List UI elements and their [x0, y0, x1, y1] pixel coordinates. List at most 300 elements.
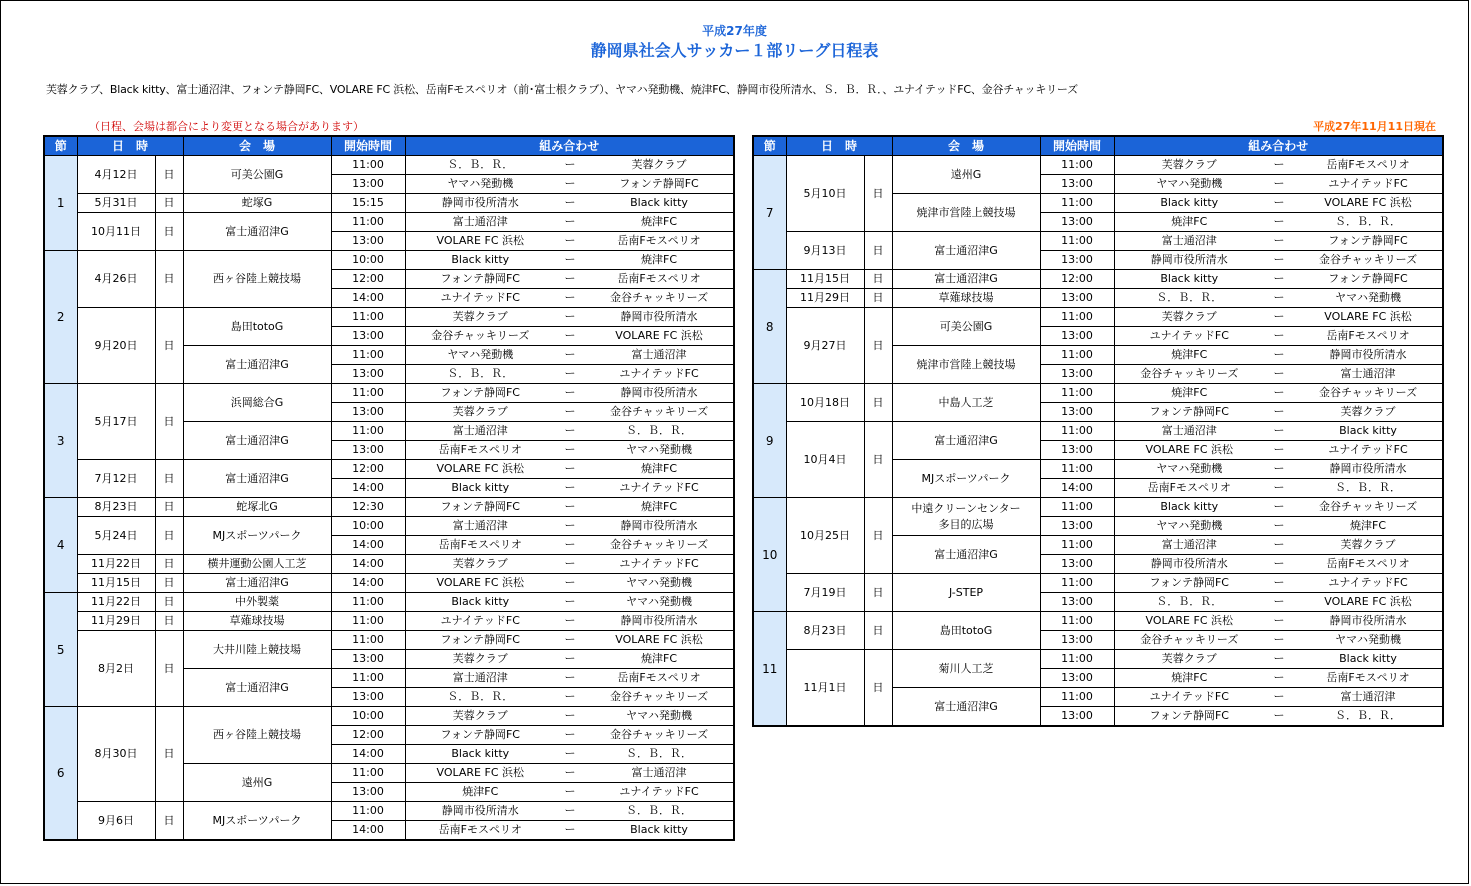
match-date: 11月15日 — [77, 574, 155, 593]
venue-name: 富士通沼津G — [183, 422, 331, 460]
match-row — [753, 289, 1443, 308]
kickoff-time: 14:00 — [331, 574, 405, 593]
home-team: 金谷チャッキリーズ — [1114, 631, 1264, 650]
home-team: Black kitty — [405, 745, 555, 764]
away-team: 金谷チャッキリーズ — [585, 536, 734, 555]
schedule-table-right — [752, 135, 1444, 727]
day-of-week: 日 — [155, 631, 183, 707]
kickoff-time: 13:00 — [331, 175, 405, 194]
home-team: 焼津FC — [1114, 384, 1264, 403]
header-row — [753, 136, 1443, 156]
away-team: ユナイテッドFC — [1294, 574, 1443, 593]
home-team: 富士通沼津 — [1114, 422, 1264, 441]
section-number: 11 — [753, 612, 786, 727]
match-row — [753, 498, 1443, 517]
home-team: 富士通沼津 — [405, 422, 555, 441]
kickoff-time: 13:00 — [331, 327, 405, 346]
versus-dash: ー — [1264, 536, 1294, 555]
match-row — [44, 384, 734, 403]
venue-name: 富士通沼津G — [183, 669, 331, 707]
kickoff-time: 13:00 — [1040, 403, 1114, 422]
away-team: VOLARE FC 浜松 — [1294, 308, 1443, 327]
venue-name: 焼津市営陸上競技場 — [892, 346, 1040, 384]
day-of-week: 日 — [864, 650, 892, 727]
venue-name: 富士通沼津G — [183, 213, 331, 251]
header-date: 日 時 — [786, 136, 892, 156]
away-team: 芙蓉クラブ — [1294, 536, 1443, 555]
home-team: Black kitty — [1114, 194, 1264, 213]
versus-dash: ー — [1264, 232, 1294, 251]
kickoff-time: 10:00 — [331, 251, 405, 270]
kickoff-time: 14:00 — [331, 289, 405, 308]
away-team: 焼津FC — [585, 213, 734, 232]
kickoff-time: 13:00 — [331, 441, 405, 460]
versus-dash: ー — [555, 327, 585, 346]
versus-dash: ー — [555, 384, 585, 403]
versus-dash: ー — [1264, 156, 1294, 175]
match-row — [44, 631, 734, 650]
home-team: フォンテ静岡FC — [1114, 707, 1264, 727]
match-date: 9月20日 — [77, 308, 155, 384]
versus-dash: ー — [555, 821, 585, 841]
day-of-week: 日 — [864, 270, 892, 289]
match-date: 8月23日 — [786, 612, 864, 650]
match-row — [753, 156, 1443, 175]
home-team: 富士通沼津 — [1114, 536, 1264, 555]
venue-name: 大井川陸上競技場 — [183, 631, 331, 669]
match-row — [753, 384, 1443, 403]
home-team: 富士通沼津 — [405, 213, 555, 232]
kickoff-time: 11:00 — [331, 593, 405, 612]
section-number: 2 — [44, 251, 77, 384]
home-team: フォンテ静岡FC — [1114, 574, 1264, 593]
home-team: フォンテ静岡FC — [405, 384, 555, 403]
match-date: 5月24日 — [77, 517, 155, 555]
kickoff-time: 11:00 — [331, 669, 405, 688]
away-team: ヤマハ発動機 — [1294, 631, 1443, 650]
kickoff-time: 14:00 — [331, 536, 405, 555]
kickoff-time: 11:00 — [1040, 688, 1114, 707]
away-team: 岳南Fモスペリオ — [1294, 327, 1443, 346]
venue-name: 遠州G — [892, 156, 1040, 194]
kickoff-time: 14:00 — [1040, 479, 1114, 498]
away-team: Black kitty — [1294, 650, 1443, 669]
away-team: 静岡市役所清水 — [1294, 346, 1443, 365]
kickoff-time: 11:00 — [331, 422, 405, 441]
kickoff-time: 10:00 — [331, 707, 405, 726]
away-team: ユナイテッドFC — [1294, 441, 1443, 460]
versus-dash: ー — [1264, 346, 1294, 365]
versus-dash: ー — [555, 536, 585, 555]
away-team: 静岡市役所清水 — [585, 517, 734, 536]
kickoff-time: 14:00 — [331, 555, 405, 574]
home-team: ヤマハ発動機 — [1114, 175, 1264, 194]
section-number: 9 — [753, 384, 786, 498]
venue-name: 島田totoG — [892, 612, 1040, 650]
versus-dash: ー — [555, 441, 585, 460]
away-team: 静岡市役所清水 — [1294, 612, 1443, 631]
away-team: ユナイテッドFC — [585, 783, 734, 802]
schedule-note: （日程、会場は都合により変更となる場合があります） — [89, 120, 364, 133]
day-of-week: 日 — [864, 498, 892, 574]
away-team: Black kitty — [1294, 422, 1443, 441]
venue-name: 富士通沼津G — [892, 422, 1040, 460]
day-of-week: 日 — [864, 156, 892, 232]
home-team: 芙蓉クラブ — [405, 308, 555, 327]
versus-dash: ー — [555, 308, 585, 327]
away-team: ユナイテッドFC — [585, 479, 734, 498]
day-of-week: 日 — [864, 308, 892, 384]
kickoff-time: 13:00 — [331, 403, 405, 422]
kickoff-time: 13:00 — [1040, 175, 1114, 194]
header-time: 開始時間 — [1040, 136, 1114, 156]
versus-dash: ー — [1264, 517, 1294, 536]
versus-dash: ー — [555, 289, 585, 308]
day-of-week: 日 — [155, 251, 183, 308]
match-row — [753, 612, 1443, 631]
match-date: 4月26日 — [77, 251, 155, 308]
versus-dash: ー — [555, 688, 585, 707]
kickoff-time: 13:00 — [1040, 289, 1114, 308]
away-team: 静岡市役所清水 — [585, 612, 734, 631]
match-row — [44, 707, 734, 726]
kickoff-time: 13:00 — [1040, 441, 1114, 460]
away-team: 岳南Fモスペリオ — [1294, 555, 1443, 574]
section-number: 8 — [753, 270, 786, 384]
kickoff-time: 11:00 — [331, 764, 405, 783]
away-team: 岳南Fモスペリオ — [585, 232, 734, 251]
match-date: 11月29日 — [77, 612, 155, 631]
kickoff-time: 13:00 — [1040, 707, 1114, 727]
header-row — [44, 136, 734, 156]
match-row — [44, 251, 734, 270]
versus-dash: ー — [555, 365, 585, 384]
versus-dash: ー — [1264, 327, 1294, 346]
day-of-week: 日 — [155, 612, 183, 631]
versus-dash: ー — [555, 650, 585, 669]
versus-dash: ー — [555, 422, 585, 441]
kickoff-time: 11:00 — [1040, 650, 1114, 669]
match-date: 8月30日 — [77, 707, 155, 802]
versus-dash: ー — [555, 802, 585, 821]
home-team: ユナイテッドFC — [1114, 688, 1264, 707]
kickoff-time: 11:00 — [331, 631, 405, 650]
home-team: フォンテ静岡FC — [405, 498, 555, 517]
venue-name: 草薙球技場 — [892, 289, 1040, 308]
home-team: Ｓ．Ｂ．Ｒ． — [405, 365, 555, 384]
kickoff-time: 11:00 — [1040, 308, 1114, 327]
day-of-week: 日 — [155, 213, 183, 251]
kickoff-time: 12:30 — [331, 498, 405, 517]
match-row — [753, 308, 1443, 327]
versus-dash: ー — [555, 764, 585, 783]
match-row — [44, 574, 734, 593]
away-team: ヤマハ発動機 — [585, 441, 734, 460]
venue-name: 草薙球技場 — [183, 612, 331, 631]
versus-dash: ー — [555, 175, 585, 194]
kickoff-time: 11:00 — [1040, 574, 1114, 593]
day-of-week: 日 — [155, 384, 183, 460]
season-label: 平成27年度 — [702, 24, 767, 38]
section-number: 10 — [753, 498, 786, 612]
header-venue: 会 場 — [183, 136, 331, 156]
venue-name: 可美公園G — [892, 308, 1040, 346]
versus-dash: ー — [555, 707, 585, 726]
kickoff-time: 13:00 — [1040, 251, 1114, 270]
versus-dash: ー — [1264, 460, 1294, 479]
away-team: 静岡市役所清水 — [585, 308, 734, 327]
schedule-table-left — [43, 135, 735, 841]
match-row — [753, 650, 1443, 669]
away-team: Ｓ．Ｂ．Ｒ． — [1294, 479, 1443, 498]
match-row — [44, 498, 734, 517]
kickoff-time: 15:15 — [331, 194, 405, 213]
home-team: 芙蓉クラブ — [1114, 650, 1264, 669]
home-team: 岳南Fモスペリオ — [405, 441, 555, 460]
versus-dash: ー — [555, 194, 585, 213]
kickoff-time: 14:00 — [331, 821, 405, 841]
section-number: 1 — [44, 156, 77, 251]
away-team: VOLARE FC 浜松 — [585, 631, 734, 650]
match-row — [44, 213, 734, 232]
kickoff-time: 13:00 — [331, 688, 405, 707]
home-team: VOLARE FC 浜松 — [1114, 441, 1264, 460]
home-team: VOLARE FC 浜松 — [405, 574, 555, 593]
match-date: 10月25日 — [786, 498, 864, 574]
kickoff-time: 11:00 — [331, 802, 405, 821]
home-team: 芙蓉クラブ — [405, 403, 555, 422]
home-team: 富士通沼津 — [1114, 232, 1264, 251]
kickoff-time: 13:00 — [331, 365, 405, 384]
home-team: 焼津FC — [405, 783, 555, 802]
away-team: VOLARE FC 浜松 — [585, 327, 734, 346]
match-row — [44, 308, 734, 327]
match-date: 9月6日 — [77, 802, 155, 841]
header-time: 開始時間 — [331, 136, 405, 156]
venue-name: 富士通沼津G — [892, 232, 1040, 270]
away-team: 岳南Fモスペリオ — [1294, 669, 1443, 688]
away-team: ヤマハ発動機 — [585, 574, 734, 593]
away-team: 金谷チャッキリーズ — [1294, 251, 1443, 270]
versus-dash: ー — [555, 574, 585, 593]
match-date: 5月17日 — [77, 384, 155, 460]
versus-dash: ー — [555, 460, 585, 479]
versus-dash: ー — [1264, 251, 1294, 270]
day-of-week: 日 — [155, 802, 183, 841]
versus-dash: ー — [555, 783, 585, 802]
kickoff-time: 11:00 — [1040, 156, 1114, 175]
home-team: VOLARE FC 浜松 — [1114, 612, 1264, 631]
away-team: 静岡市役所清水 — [585, 384, 734, 403]
versus-dash: ー — [555, 555, 585, 574]
match-date: 11月15日 — [786, 270, 864, 289]
day-of-week: 日 — [155, 707, 183, 802]
kickoff-time: 13:00 — [331, 650, 405, 669]
kickoff-time: 11:00 — [331, 384, 405, 403]
home-team: 静岡市役所清水 — [1114, 555, 1264, 574]
away-team: ユナイテッドFC — [585, 365, 734, 384]
home-team: フォンテ静岡FC — [1114, 403, 1264, 422]
header-date: 日 時 — [77, 136, 183, 156]
versus-dash: ー — [1264, 555, 1294, 574]
venue-name: MJスポーツパーク — [183, 517, 331, 555]
home-team: ユナイテッドFC — [1114, 327, 1264, 346]
kickoff-time: 11:00 — [1040, 612, 1114, 631]
versus-dash: ー — [1264, 270, 1294, 289]
venue-name: 焼津市営陸上競技場 — [892, 194, 1040, 232]
kickoff-time: 12:00 — [331, 460, 405, 479]
kickoff-time: 12:00 — [1040, 270, 1114, 289]
home-team: 金谷チャッキリーズ — [1114, 365, 1264, 384]
match-date: 7月12日 — [77, 460, 155, 498]
versus-dash: ー — [1264, 650, 1294, 669]
kickoff-time: 11:00 — [1040, 422, 1114, 441]
match-row — [753, 270, 1443, 289]
home-team: 岳南Fモスペリオ — [405, 536, 555, 555]
versus-dash: ー — [555, 213, 585, 232]
kickoff-time: 10:00 — [331, 517, 405, 536]
venue-name: 富士通沼津G — [892, 688, 1040, 727]
away-team: Ｓ．Ｂ．Ｒ． — [1294, 707, 1443, 727]
versus-dash: ー — [555, 745, 585, 764]
day-of-week: 日 — [155, 498, 183, 517]
home-team: フォンテ静岡FC — [405, 631, 555, 650]
away-team: 芙蓉クラブ — [1294, 403, 1443, 422]
versus-dash: ー — [1264, 289, 1294, 308]
home-team: 富士通沼津 — [405, 669, 555, 688]
away-team: Ｓ．Ｂ．Ｒ． — [585, 745, 734, 764]
venue-name-line1: 中遠クリーンセンター — [911, 501, 1021, 515]
versus-dash: ー — [555, 726, 585, 745]
versus-dash: ー — [1264, 707, 1294, 727]
away-team: 富士通沼津 — [1294, 365, 1443, 384]
kickoff-time: 13:00 — [1040, 327, 1114, 346]
away-team: 富士通沼津 — [585, 764, 734, 783]
home-team: 静岡市役所清水 — [1114, 251, 1264, 270]
versus-dash: ー — [555, 669, 585, 688]
match-date: 10月4日 — [786, 422, 864, 498]
participating-teams: 芙蓉クラブ、Black kitty、富士通沼津、フォンテ静岡FC、VOLARE FC 浜松、岳南Fモスペリオ（前･富士根クラブ）、ヤマハ発動機、焼津FC、静岡市役所清水、Ｓ．Ｂ．Ｒ．、ユナイテッドFC、金谷チャッキリーズ — [46, 83, 1078, 96]
match-row — [44, 156, 734, 175]
venue-name: J-STEP — [892, 574, 1040, 612]
away-team: 芙蓉クラブ — [585, 156, 734, 175]
venue-name: 富士通沼津G — [183, 460, 331, 498]
match-date: 7月19日 — [786, 574, 864, 612]
home-team: Black kitty — [1114, 498, 1264, 517]
match-row — [753, 422, 1443, 441]
section-number: 5 — [44, 593, 77, 707]
kickoff-time: 11:00 — [1040, 194, 1114, 213]
home-team: VOLARE FC 浜松 — [405, 764, 555, 783]
header-section: 節 — [44, 136, 77, 156]
kickoff-time: 11:00 — [331, 612, 405, 631]
day-of-week: 日 — [864, 232, 892, 270]
match-date: 11月22日 — [77, 593, 155, 612]
versus-dash: ー — [1264, 365, 1294, 384]
home-team: Black kitty — [1114, 270, 1264, 289]
away-team: 富士通沼津 — [1294, 688, 1443, 707]
venue-name: 富士通沼津G — [892, 270, 1040, 289]
home-team: Ｓ．Ｂ．Ｒ． — [405, 156, 555, 175]
venue-name-line2: 多目的広場 — [938, 517, 994, 531]
day-of-week: 日 — [155, 574, 183, 593]
away-team: ヤマハ発動機 — [585, 707, 734, 726]
away-team: 金谷チャッキリーズ — [1294, 498, 1443, 517]
kickoff-time: 13:00 — [1040, 555, 1114, 574]
away-team: ヤマハ発動機 — [1294, 289, 1443, 308]
away-team: Black kitty — [585, 194, 734, 213]
match-date: 8月2日 — [77, 631, 155, 707]
versus-dash: ー — [555, 631, 585, 650]
away-team: ユナイテッドFC — [585, 555, 734, 574]
home-team: 焼津FC — [1114, 346, 1264, 365]
venue-name: 可美公園G — [183, 156, 331, 194]
home-team: 芙蓉クラブ — [1114, 156, 1264, 175]
venue-name: 中島人工芝 — [892, 384, 1040, 422]
venue-name: 富士通沼津G — [183, 574, 331, 593]
match-date: 10月11日 — [77, 213, 155, 251]
venue-name: 中外製薬 — [183, 593, 331, 612]
home-team: 岳南Fモスペリオ — [405, 821, 555, 841]
versus-dash: ー — [1264, 403, 1294, 422]
day-of-week: 日 — [864, 612, 892, 650]
section-number: 4 — [44, 498, 77, 593]
page-title: 静岡県社会人サッカー１部リーグ日程表 — [590, 41, 879, 60]
kickoff-time: 11:00 — [1040, 232, 1114, 251]
day-of-week: 日 — [155, 460, 183, 498]
match-row — [44, 194, 734, 213]
away-team: 金谷チャッキリーズ — [585, 726, 734, 745]
away-team: 焼津FC — [1294, 517, 1443, 536]
away-team: 金谷チャッキリーズ — [585, 403, 734, 422]
match-date: 9月13日 — [786, 232, 864, 270]
away-team: 金谷チャッキリーズ — [1294, 384, 1443, 403]
kickoff-time: 11:00 — [1040, 460, 1114, 479]
match-row — [44, 802, 734, 821]
away-team: Ｓ．Ｂ．Ｒ． — [1294, 213, 1443, 232]
home-team: Black kitty — [405, 251, 555, 270]
home-team: フォンテ静岡FC — [405, 726, 555, 745]
match-row — [753, 574, 1443, 593]
kickoff-time: 13:00 — [1040, 669, 1114, 688]
home-team: 岳南Fモスペリオ — [1114, 479, 1264, 498]
kickoff-time: 13:00 — [1040, 593, 1114, 612]
versus-dash: ー — [555, 270, 585, 289]
away-team: 富士通沼津 — [585, 346, 734, 365]
away-team: フォンテ静岡FC — [585, 175, 734, 194]
venue-name: 富士通沼津G — [892, 536, 1040, 574]
venue-name: 富士通沼津G — [183, 346, 331, 384]
versus-dash: ー — [555, 593, 585, 612]
home-team: 金谷チャッキリーズ — [405, 327, 555, 346]
versus-dash: ー — [555, 479, 585, 498]
kickoff-time: 11:00 — [1040, 346, 1114, 365]
match-date: 11月1日 — [786, 650, 864, 727]
versus-dash: ー — [1264, 593, 1294, 612]
versus-dash: ー — [1264, 384, 1294, 403]
match-row — [44, 460, 734, 479]
home-team: 静岡市役所清水 — [405, 802, 555, 821]
kickoff-time: 12:00 — [331, 726, 405, 745]
kickoff-time: 13:00 — [1040, 213, 1114, 232]
away-team: 静岡市役所清水 — [1294, 460, 1443, 479]
versus-dash: ー — [1264, 194, 1294, 213]
match-row — [44, 612, 734, 631]
kickoff-time: 14:00 — [331, 479, 405, 498]
day-of-week: 日 — [864, 384, 892, 422]
home-team: 芙蓉クラブ — [1114, 308, 1264, 327]
day-of-week: 日 — [155, 593, 183, 612]
